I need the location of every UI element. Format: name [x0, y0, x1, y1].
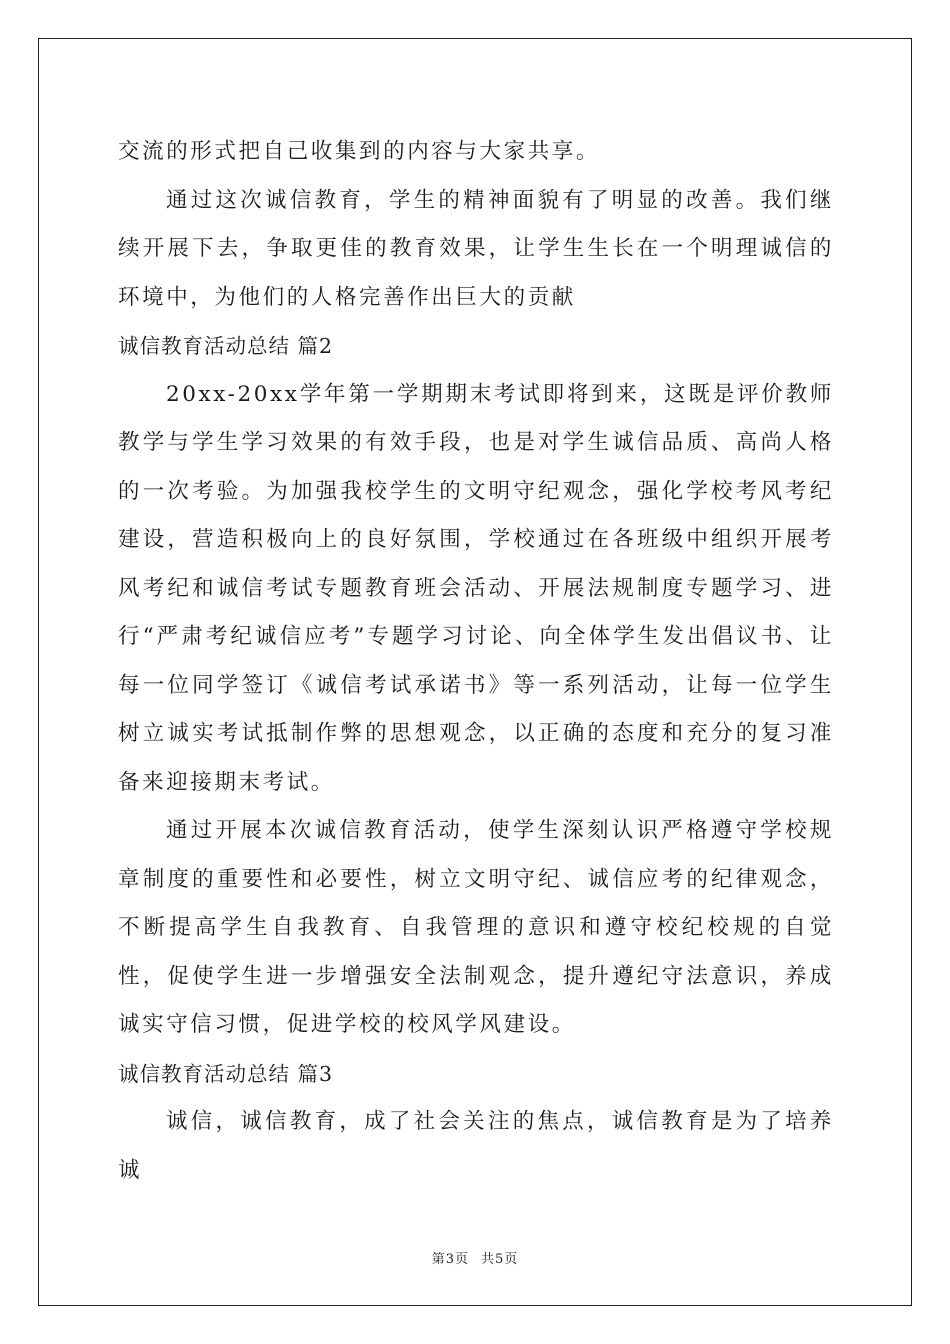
page-footer [0, 1248, 950, 1267]
section-heading: 诚信教育活动总结 篇2 [118, 334, 334, 358]
page-total: 共5页 [481, 1252, 519, 1267]
page-number: 第3页 [431, 1252, 469, 1267]
paragraph: 通过开展本次诚信教育活动，使学生深刻认识严格遵守学校规章制度的重要性和必要性，树立文明守纪、诚信应考的纪律观念，不断提高学生自我教育、自我管理的意识和遵守校纪校规的自觉性，促使学生进一步增强安全法制观念，提升遵纪守法意识，养成诚实守信习惯，促进学校的校风学风建设。 [118, 818, 834, 1037]
document-body [118, 128, 834, 1195]
section-heading: 诚信教育活动总结 篇3 [118, 1061, 334, 1086]
paragraph: 通过这次诚信教育，学生的精神面貌有了明显的改善。我们继续开展下去，争取更佳的教育效果，让学生生长在一个明理诚信的环境中，为他们的人格完善作出巨大的贡献 [118, 187, 834, 310]
paragraph: 交流的形式把自己收集到的内容与大家共享。 [118, 139, 601, 164]
paragraph: 诚信，诚信教育，成了社会关注的焦点，诚信教育是为了培养诚 [118, 1109, 834, 1183]
paragraph: 20xx-20xx学年第一学期期末考试即将到来，这既是评价教师教学与学生学习效果的有效手段，也是对学生诚信品质、高尚人格的一次考验。为加强我校学生的文明守纪观念，强化学校考风考纪建设，营造积极向上的良好氛围，学校通过在各班级中组织开展考风考纪和诚信考试专题教育班会活动、开展法规制度专题学习、进行“严肃考纪诚信应考”专题学习讨论、向全体学生发出倡议书、让每一位同学签订《诚信考试承诺书》等一系列活动，让每一位学生树立诚实考试抵制作弊的思想观念，以正确的态度和充分的复习准备来迎接期末考试。 [118, 381, 834, 795]
